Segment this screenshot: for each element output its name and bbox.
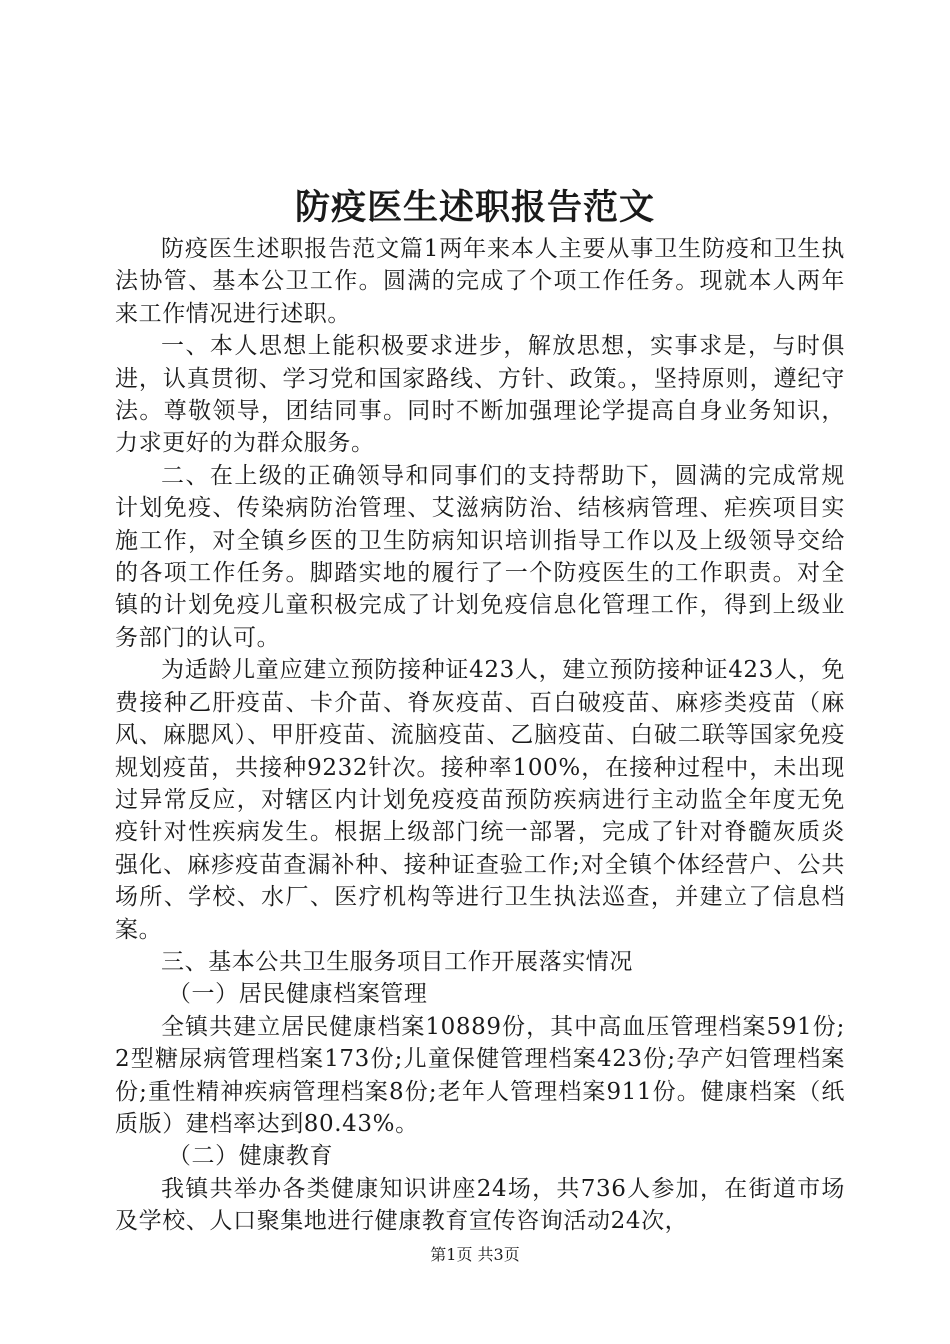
document-title: 防疫医生述职报告范文 <box>294 187 655 228</box>
document-body <box>115 233 845 1238</box>
paragraph-section-three-heading: 三、基本公共卫生服务项目工作开展落实情况 <box>161 948 633 975</box>
paragraph-health-records: 全镇共建立居民健康档案10889份，其中高血压管理档案591份;2型糖尿病管理档案173份;儿童保健管理档案423份;孕产妇管理档案份;重性精神疾病管理档案8份;老年人管理档案911份。健康档案（纸质版）建档率达到80.43%。 <box>115 1013 845 1137</box>
page-number-footer: 第1页 共3页 <box>430 1245 520 1264</box>
paragraph-subheading-health-records: （一）居民健康档案管理 <box>167 981 428 1008</box>
paragraph-subheading-health-education: （二）健康教育 <box>167 1143 334 1170</box>
paragraph-section-two: 二、在上级的正确领导和同事们的支持帮助下，圆满的完成常规计划免疫、传染病防治管理、艾滋病防治、结核病管理、疟疾项目实施工作，对全镇乡医的卫生防病知识培训指导工作以及上级领导交给的各项工作任务。脚踏实地的履行了一个防疫医生的工作职责。对全镇的计划免疫儿童积极完成了计划免疫信息化管理工作，得到上级业务部门的认可。 <box>115 462 845 651</box>
paragraph-health-education: 我镇共举办各类健康知识讲座24场，共736人参加，在街道市场及学校、人口聚集地进行健康教育宣传咨询活动24次， <box>115 1175 845 1235</box>
paragraph-vaccination: 为适龄儿童应建立预防接种证423人，建立预防接种证423人，免费接种乙肝疫苗、卡介苗、脊灰疫苗、百白破疫苗、麻疹类疫苗（麻风、麻腮风）、甲肝疫苗、流脑疫苗、乙脑疫苗、白破二联等国家免疫规划疫苗，共接种9232针次。接种率100%，在接种过程中，未出现过异常反应，对辖区内计划免疫疫苗预防疾病进行主动监全年度无免疫针对性疾病发生。根据上级部门统一部署，完成了针对脊髓灰质炎强化、麻疹疫苗查漏补种、接种证查验工作;对全镇个体经营户、公共场所、学校、水厂、医疗机构等进行卫生执法巡查，并建立了信息档案。 <box>115 657 845 943</box>
paragraph-section-one: 一、本人思想上能积极要求进步，解放思想，实事求是，与时俱进，认真贯彻、学习党和国家路线、方针、政策。，坚持原则，遵纪守法。尊敬领导，团结同事。同时不断加强理论学提高自身业务知识，力求更好的为群众服务。 <box>115 333 845 457</box>
paragraph-intro: 防疫医生述职报告范文篇1两年来本人主要从事卫生防疫和卫生执法协管、基本公卫工作。圆满的完成了个项工作任务。现就本人两年来工作情况进行述职。 <box>115 236 845 327</box>
